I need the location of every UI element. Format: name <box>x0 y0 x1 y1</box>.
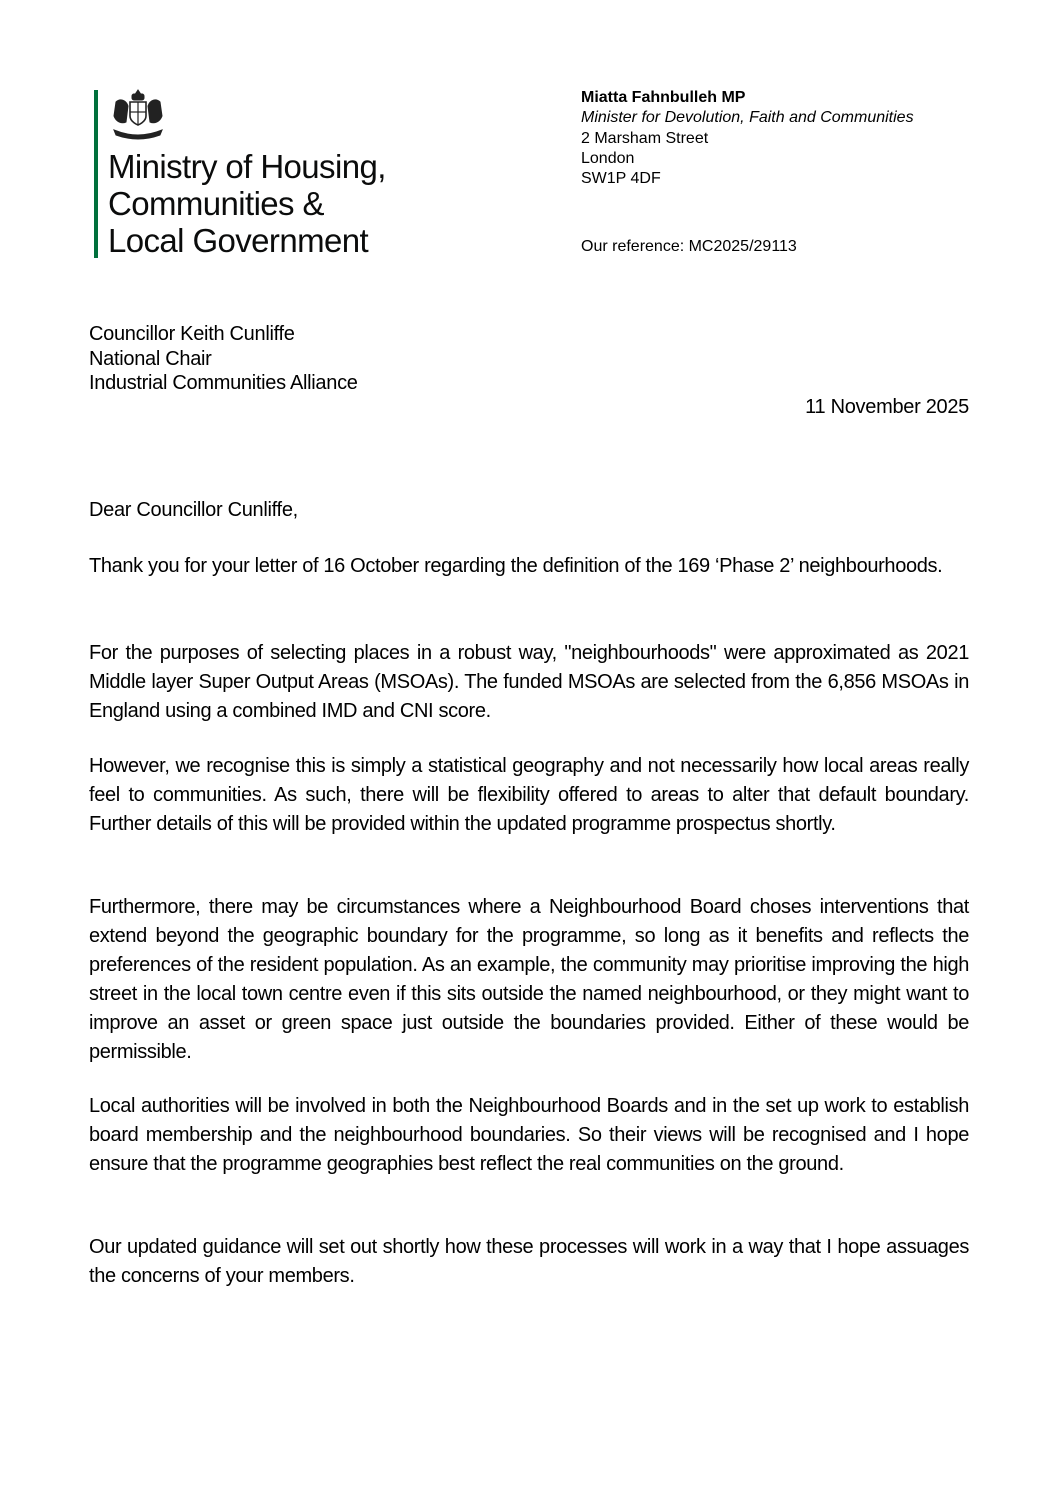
reference-number: Our reference: MC2025/29113 <box>581 238 797 255</box>
paragraph-6: Our updated guidance will set out shortly how these processes will work in a way that I hope assuages the concerns of your members. <box>89 1236 969 1287</box>
department-logo <box>94 88 424 260</box>
recipient-title: National Chair <box>89 347 212 370</box>
recipient-name: Councillor Keith Cunliffe <box>89 323 295 345</box>
letter-date: 11 November 2025 <box>805 396 969 418</box>
paragraph-1: Thank you for your letter of 16 October regarding the definition of the 169 ‘Phase 2’ neighbourhoods. <box>89 555 943 577</box>
paragraph-3: However, we recognise this is simply a statistical geography and not necessarily how local areas really feel to communities. As such, there will be flexibility offered to areas to alter that default boundary. Further details of this will be provided within the updated programme prospectus shortly. <box>89 755 969 835</box>
paragraph-2: For the purposes of selecting places in a robust way, "neighbourhoods" were approximated as 2021 Middle layer Super Output Areas (MSOAs). The funded MSOAs are selected from the 6,856 MSOAs in England using a combined IMD and CNI score. <box>89 642 969 722</box>
sender-role: Minister for Devolution, Faith and Communities <box>581 109 914 127</box>
logo-line-2: Communities & <box>108 185 324 222</box>
logo-line-1: Ministry of Housing, <box>108 148 386 185</box>
recipient-organisation: Industrial Communities Alliance <box>89 372 358 394</box>
department-name <box>108 148 386 259</box>
sender-address-line-1: 2 Marsham Street <box>581 129 709 147</box>
sender-address-line-3: SW1P 4DF <box>581 170 661 188</box>
sender-name: Miatta Fahnbulleh MP <box>581 89 746 106</box>
logo-accent-bar <box>94 90 98 258</box>
paragraph-5: Local authorities will be involved in both the Neighbourhood Boards and in the set up work to establish board membership and the neighbourhood boundaries. So their views will be recognised and I hope ensure that the programme geographies best reflect the real communities on the ground. <box>89 1095 969 1175</box>
salutation: Dear Councillor Cunliffe, <box>89 499 298 521</box>
sender-block <box>581 88 914 189</box>
paragraph-4: Furthermore, there may be circumstances where a Neighbourhood Board choses interventions that extend beyond the geographic boundary for the programme, so long as it benefits and reflects the preferences of the resident population. As an example, the community may prioritise improving the high street in the local town centre even if this sits outside the named neighbourhood, or they might want to improve an asset or green space just outside the boundaries provided. Either of these would be permissible. <box>89 896 969 1063</box>
recipient-block <box>89 322 358 396</box>
royal-coat-of-arms-icon <box>108 88 168 142</box>
logo-line-3: Local Government <box>108 222 369 259</box>
sender-address-line-2: London <box>581 149 635 167</box>
